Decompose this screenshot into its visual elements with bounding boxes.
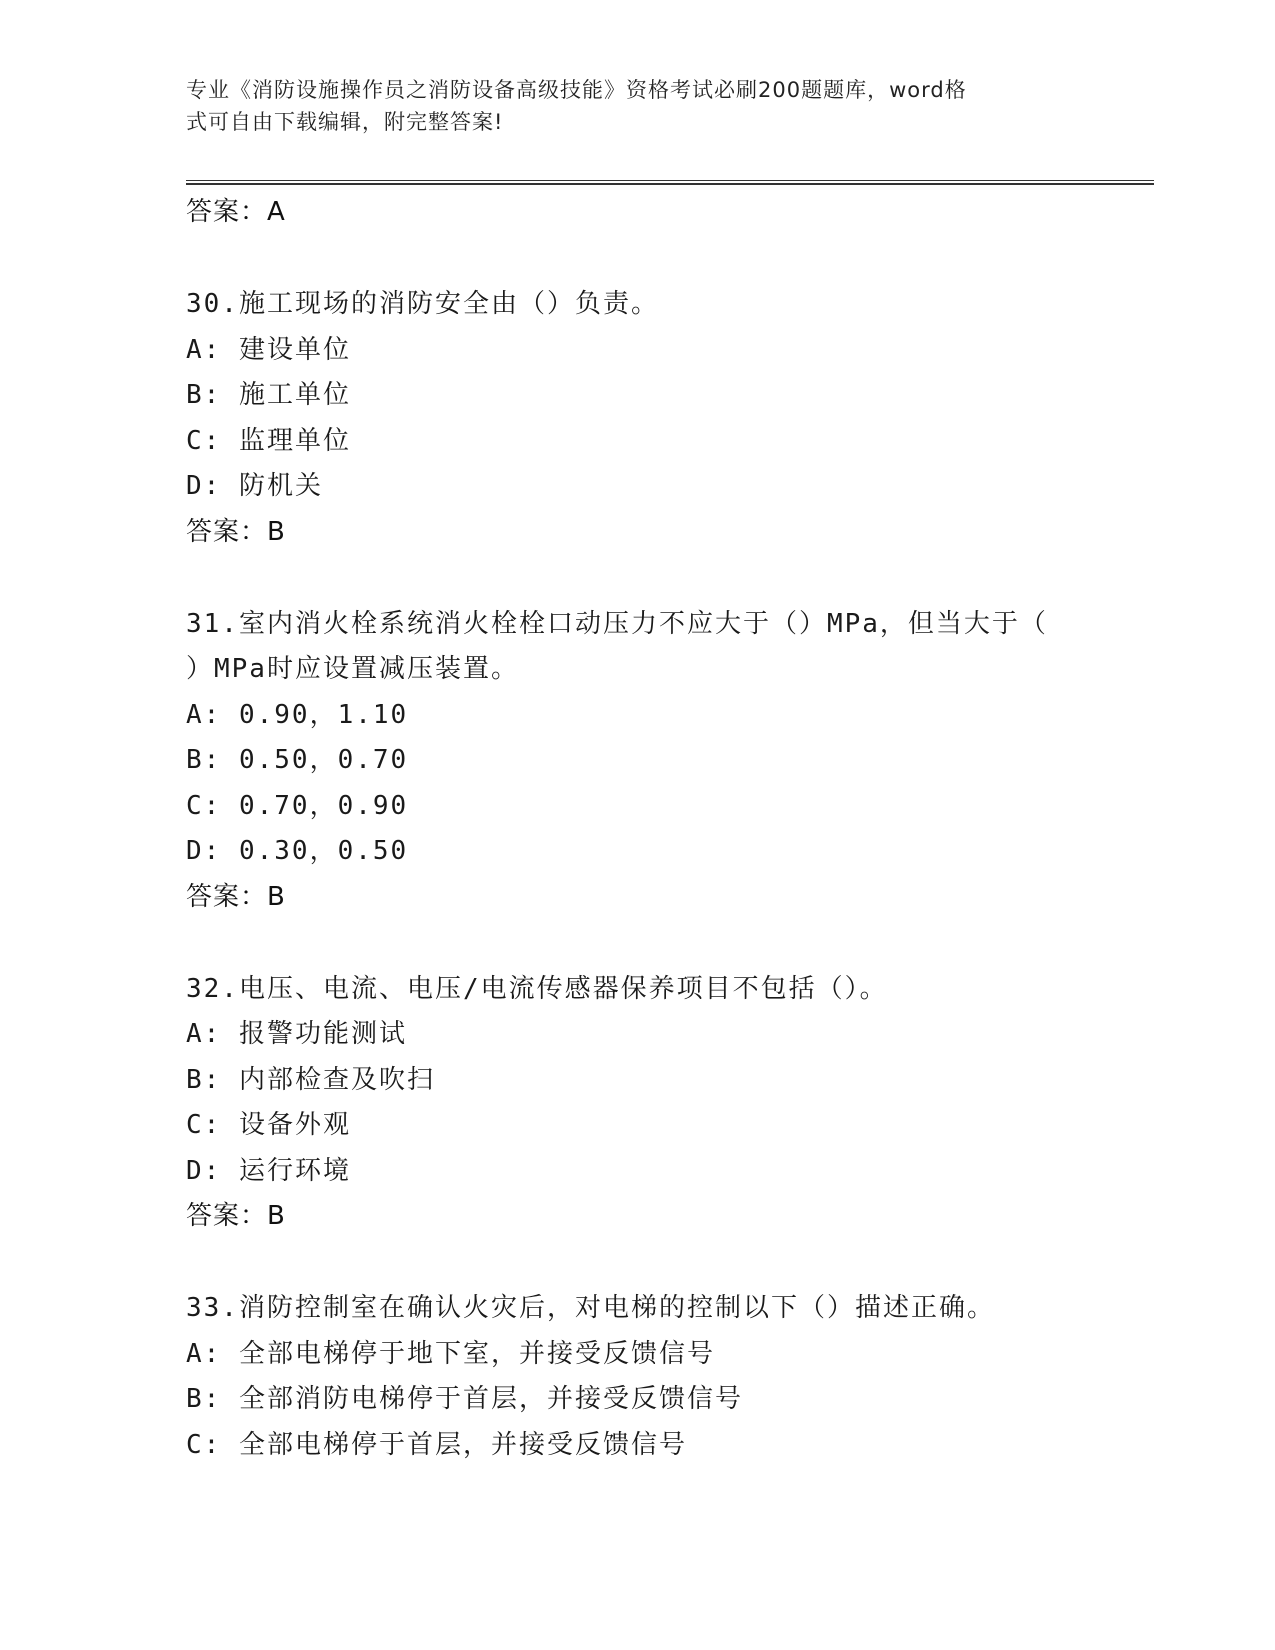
header-divider-thick (186, 183, 1154, 185)
question-32 (186, 967, 1086, 1239)
option-c: C: 设备外观 (186, 1110, 351, 1140)
option-a: A: 报警功能测试 (186, 1019, 407, 1049)
header-line-1: 专业《消防设施操作员之消防设备高级技能》资格考试必刷200题题库，word格 (186, 78, 967, 102)
question-stem-line-2: ）MPa时应设置减压装置。 (186, 654, 519, 684)
spacer (186, 234, 1086, 282)
header-divider-thin (186, 180, 1154, 181)
question-stem: 33.消防控制室在确认火灾后，对电梯的控制以下（）描述正确。 (186, 1293, 995, 1323)
question-33 (186, 1286, 1086, 1468)
answer: 答案：B (186, 516, 286, 547)
question-stem-line-1: 31.室内消火栓系统消火栓栓口动压力不应大于（）MPa，但当大于（ (186, 608, 1048, 639)
option-b: B: 内部检查及吹扫 (186, 1064, 435, 1095)
question-stem: 32.电压、电流、电压/电流传感器保养项目不包括（）。 (186, 973, 888, 1004)
question-stem (186, 602, 1086, 693)
previous-answer: 答案：A (186, 197, 286, 227)
question-stem: 30.施工现场的消防安全由（）负责。 (186, 289, 659, 319)
header-line-2: 式可自由下载编辑，附完整答案! (186, 110, 504, 134)
question-31 (186, 602, 1086, 919)
option-c: C: 监理单位 (186, 425, 351, 456)
option-d: D: 0.30，0.50 (186, 836, 409, 866)
spacer (186, 554, 1086, 602)
option-d: D: 防机关 (186, 471, 323, 501)
question-30 (186, 282, 1086, 554)
document-header (186, 74, 1066, 138)
spacer (186, 1238, 1086, 1286)
option-a: A: 全部电梯停于地下室，并接受反馈信号 (186, 1338, 715, 1369)
option-c: C: 全部电梯停于首层，并接受反馈信号 (186, 1429, 687, 1460)
answer: 答案：B (186, 881, 286, 912)
option-b: B: 全部消防电梯停于首层，并接受反馈信号 (186, 1384, 743, 1414)
question-list (186, 190, 1086, 1468)
answer: 答案：B (186, 1201, 286, 1231)
option-d: D: 运行环境 (186, 1155, 351, 1186)
option-b: B: 0.50，0.70 (186, 745, 409, 775)
spacer (186, 919, 1086, 967)
option-a: A: 建设单位 (186, 334, 351, 365)
option-b: B: 施工单位 (186, 380, 351, 410)
option-a: A: 0.90，1.10 (186, 699, 409, 730)
option-c: C: 0.70，0.90 (186, 790, 409, 821)
